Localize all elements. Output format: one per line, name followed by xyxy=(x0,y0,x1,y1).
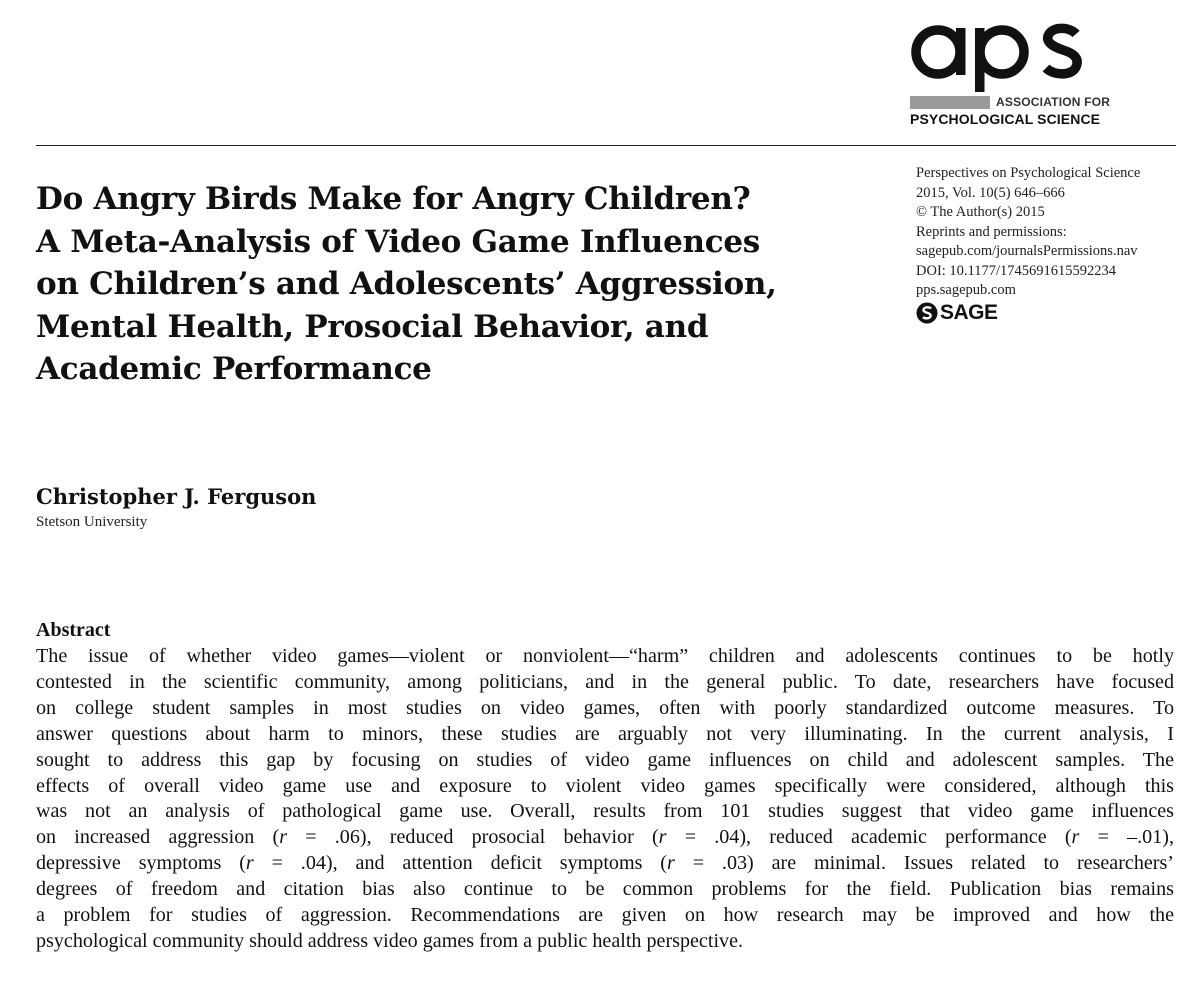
title-line: Academic Performance xyxy=(36,351,432,387)
abstract-line: was not an analysis of pathological game use. Overall, results from 101 studies suggest that video game influences xyxy=(36,800,1174,823)
abstract-text-span: = .04), and attention deficit symptoms ( xyxy=(253,852,668,875)
title-line: A Meta-Analysis of Video Game Influences xyxy=(36,223,760,260)
author-name: Christopher J. Ferguson xyxy=(36,484,317,509)
abstract-text-span: on increased aggression ( xyxy=(36,826,280,849)
abstract-text-span: = .06), reduced prosocial behavior ( xyxy=(287,826,659,849)
abstract-heading: Abstract xyxy=(36,619,111,641)
stat-symbol: r xyxy=(245,852,254,875)
permissions-link[interactable]: sagepub.com/journalsPermissions.nav xyxy=(916,243,1138,259)
sage-wordmark: SAGE xyxy=(940,301,998,324)
stat-symbol: r xyxy=(1071,826,1080,849)
logo-organization-text: PSYCHOLOGICAL SCIENCE xyxy=(910,111,1101,127)
journal-volume: 2015, Vol. 10(5) 646–666 xyxy=(916,184,1065,201)
title-line: on Children’s and Adolescents’ Aggression, xyxy=(36,266,777,302)
logo-association-text: ASSOCIATION FOR xyxy=(996,95,1111,109)
stat-symbol: r xyxy=(279,826,288,849)
journal-site-link[interactable]: pps.sagepub.com xyxy=(916,282,1016,298)
abstract-line: degrees of freedom and citation bias also continue to be common problems for the field. Publication bias remains xyxy=(36,878,1174,901)
abstract-line: psychological community should address video games from a public health perspective. xyxy=(36,929,744,952)
abstract-line: effects of overall video game use and exposure to violent video games specifically were considered, although this xyxy=(36,774,1174,797)
abstract-text-span: = .03) are minimal. Issues related to researchers’ xyxy=(674,852,1174,875)
doi[interactable]: DOI: 10.1177/1745691615592234 xyxy=(916,262,1117,279)
title-line: Do Angry Birds Make for Angry Children? xyxy=(36,181,751,217)
abstract-text-span: depressive symptoms ( xyxy=(36,852,246,875)
abstract-line: sought to address this gap by focusing on studies of video game influences on child and adolescent samples. The xyxy=(36,748,1174,771)
title-line: Mental Health, Prosocial Behavior, and xyxy=(36,308,709,345)
aps-logo xyxy=(906,14,1111,132)
abstract-line: a problem for studies of aggression. Recommendations are given on how research may be improved and how the xyxy=(36,904,1174,927)
author-affiliation: Stetson University xyxy=(36,514,148,530)
reprints-label: Reprints and permissions: xyxy=(916,223,1067,240)
abstract-line: on college student samples in most studies on video games, often with poorly standardized outcome measures. To xyxy=(36,696,1174,719)
abstract-text xyxy=(36,644,1174,955)
logo-bar xyxy=(910,96,990,109)
abstract-line: The issue of whether video games—violent or nonviolent—“harm” children and adolescents continues to be hotly xyxy=(36,645,1174,667)
stat-symbol: r xyxy=(658,826,667,849)
abstract-line: answer questions about harm to minors, these studies are arguably not very illuminating. In the current analysis, I xyxy=(36,722,1174,745)
journal-metadata xyxy=(916,164,1140,301)
header-rule xyxy=(36,145,1176,146)
abstract-line xyxy=(36,851,1174,877)
article-title xyxy=(36,178,886,391)
journal-name: Perspectives on Psychological Science xyxy=(916,165,1141,181)
abstract-text-span: = –.01), xyxy=(1079,826,1174,849)
aps-logo-mark xyxy=(906,14,1086,94)
stat-symbol: r xyxy=(667,852,675,875)
copyright: © The Author(s) 2015 xyxy=(916,204,1045,220)
abstract-text-span: = .04), reduced academic performance ( xyxy=(666,826,1072,849)
abstract-line xyxy=(36,825,1174,851)
sage-logo xyxy=(916,301,998,325)
abstract-line: contested in the scientific community, among politicians, and in the general public. To date, researchers have focused xyxy=(36,670,1174,693)
sage-circle-icon xyxy=(916,302,938,324)
